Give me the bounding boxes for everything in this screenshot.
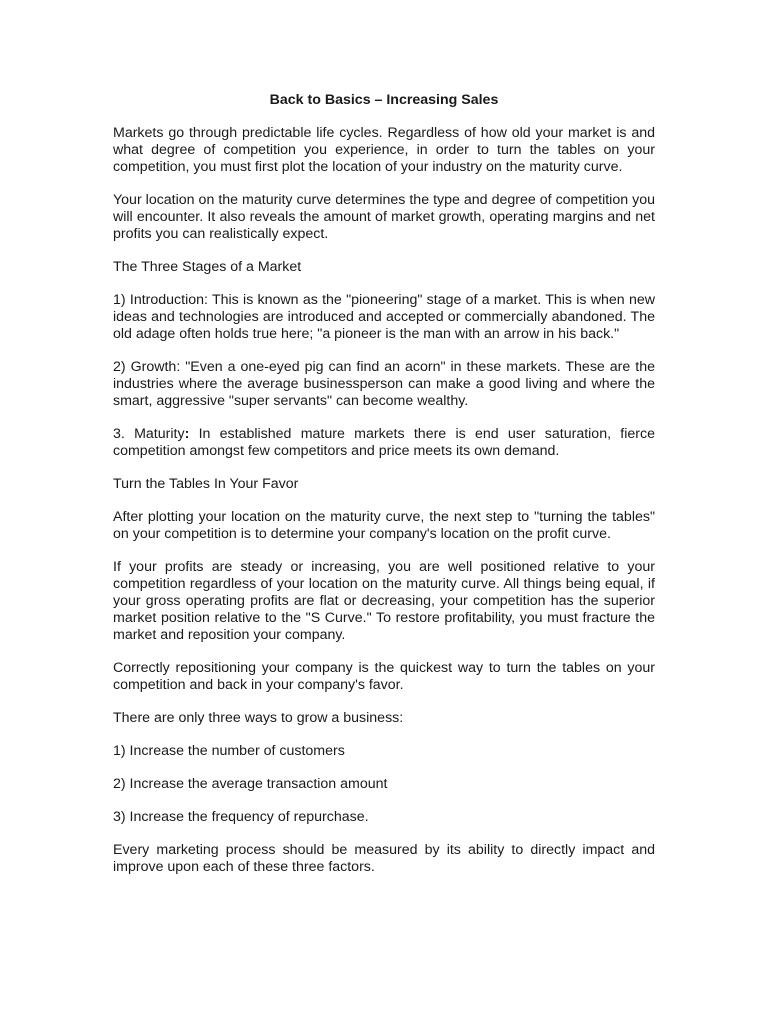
maturity-colon: : xyxy=(184,426,190,442)
paragraph-growth-stage: 2) Growth: "Even a one-eyed pig can find an acorn" in these markets. These are the industries where the average businessperson can make a good living and where the smart, aggressive "super servants" can become wealthy. xyxy=(113,359,655,409)
paragraph-introduction-stage: 1) Introduction: This is known as the "pioneering" stage of a market. This is when new ideas and technologies are introduced and accepted or commercially abandoned. The old adage often holds true here; "a pioneer is the man with an arrow in his back." xyxy=(113,292,655,342)
list-item-customers: 1) Increase the number of customers xyxy=(113,743,345,759)
paragraph-three-ways: There are only three ways to grow a business: xyxy=(113,710,404,726)
list-item-transaction: 2) Increase the average transaction amount xyxy=(113,776,388,792)
section-heading-turn-tables: Turn the Tables In Your Favor xyxy=(113,476,299,492)
maturity-label: 3. Maturity xyxy=(113,426,185,442)
document-page xyxy=(113,92,655,892)
maturity-text: In established mature markets there is end user saturation, fierce competition amongst few competitors and price meets its own demand. xyxy=(113,426,655,459)
list-item-repurchase: 3) Increase the frequency of repurchase. xyxy=(113,809,369,825)
section-heading-three-stages: The Three Stages of a Market xyxy=(113,259,302,275)
paragraph-repositioning: Correctly repositioning your company is the quickest way to turn the tables on your competition and back in your company's favor. xyxy=(113,660,655,693)
paragraph-plotting: After plotting your location on the maturity curve, the next step to "turning the tables" on your competition is to determine your company's location on the profit curve. xyxy=(113,509,655,542)
paragraph-intro: Markets go through predictable life cycles. Regardless of how old your market is and what degree of competition you experience, in order to turn the tables on your competition, you must first plot the location of your industry on the maturity curve. xyxy=(113,125,655,175)
paragraph-profits: If your profits are steady or increasing, you are well positioned relative to your competition regardless of your location on the maturity curve. All things being equal, if your gross operating profits are flat or decreasing, your competition has the superior market position relative to the "S Curve." To restore profitability, you must fracture the market and reposition your company. xyxy=(113,559,655,643)
document-title: Back to Basics – Increasing Sales xyxy=(269,92,499,108)
paragraph-location: Your location on the maturity curve determines the type and degree of competition you will encounter. It also reveals the amount of market growth, operating margins and net profits you can realistically expect. xyxy=(113,192,655,242)
paragraph-maturity-stage xyxy=(113,426,655,460)
paragraph-marketing-process: Every marketing process should be measured by its ability to directly impact and improve upon each of these three factors. xyxy=(113,842,655,875)
